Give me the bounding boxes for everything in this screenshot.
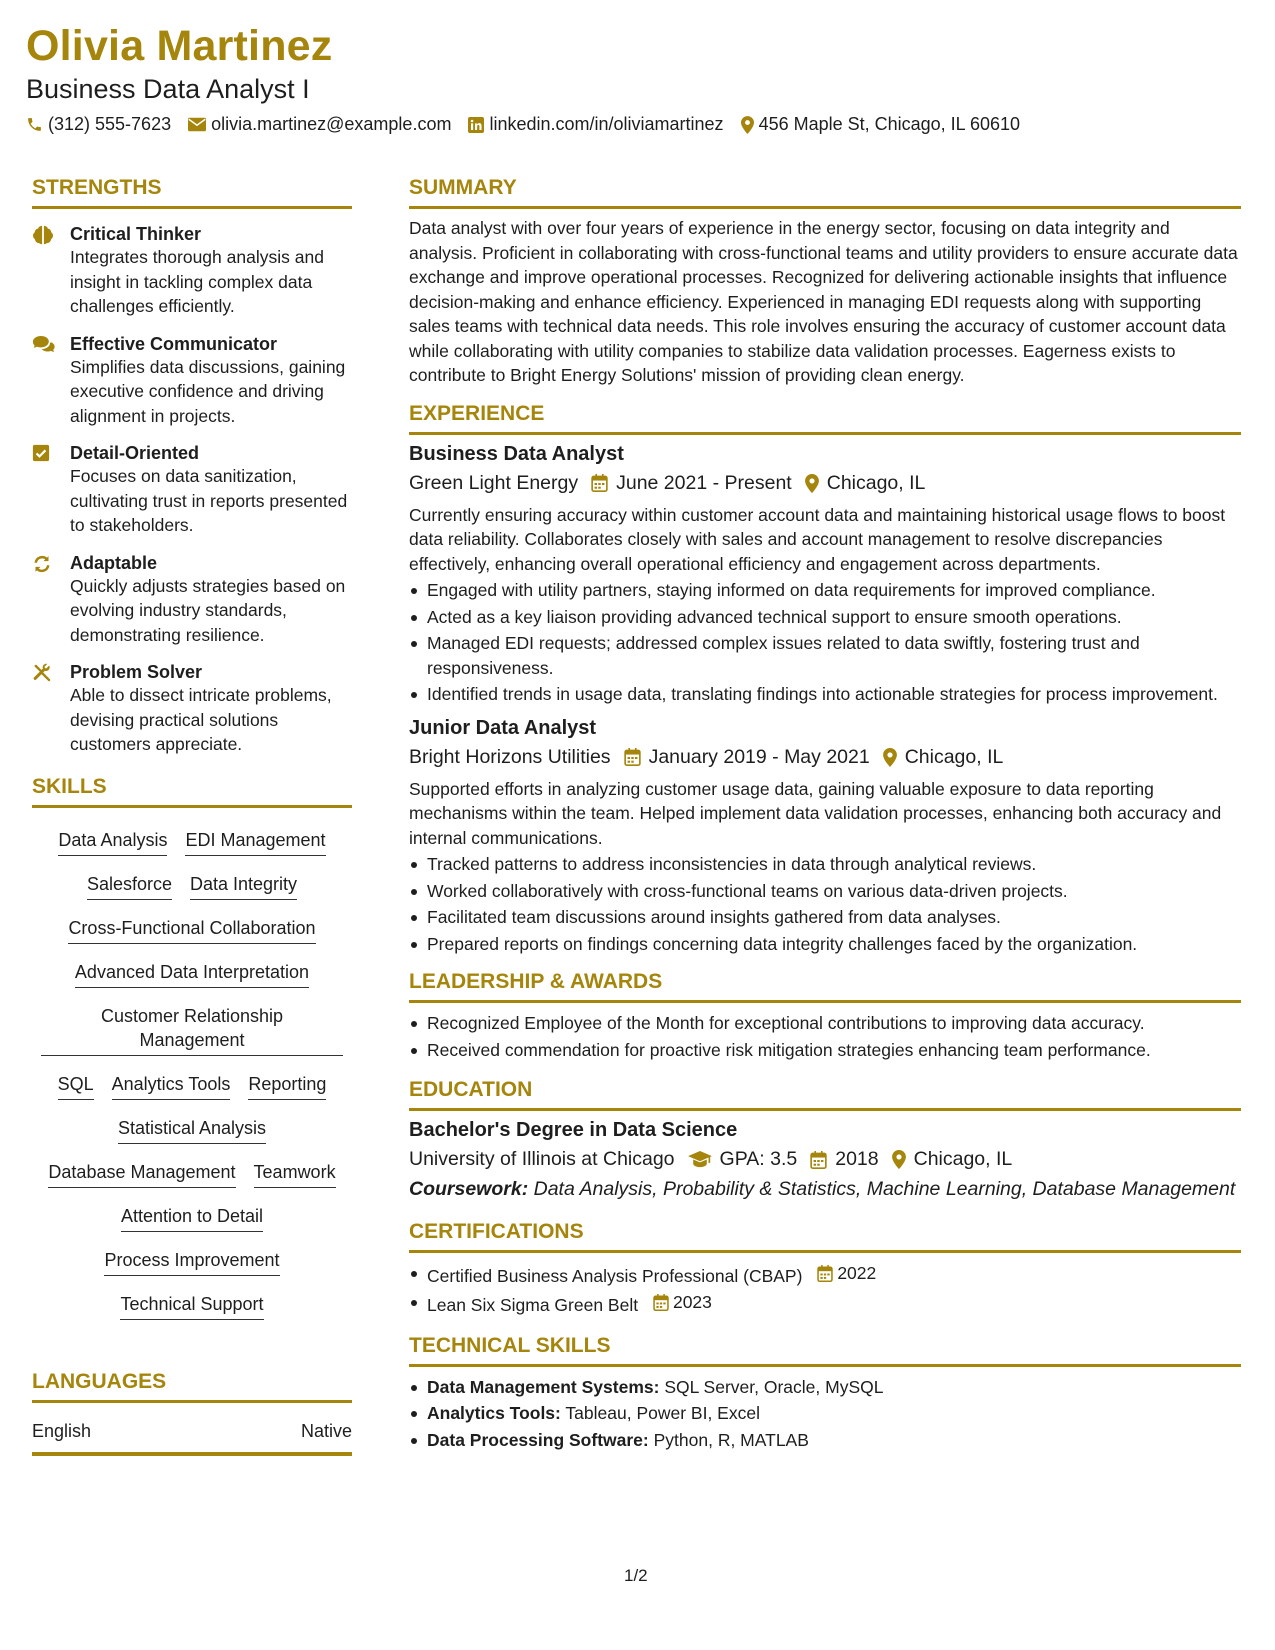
gpa-text: GPA: 3.5 bbox=[719, 1148, 798, 1170]
strength-item bbox=[32, 661, 352, 757]
award-item: Recognized Employee of the Month for exceptional contributions to improving data accuracy. bbox=[409, 1011, 1241, 1036]
certifications-heading: CERTIFICATIONS bbox=[409, 1220, 1241, 1253]
certification-year: 2023 bbox=[672, 1292, 712, 1313]
graduation-cap-icon bbox=[688, 1151, 712, 1168]
calendar-icon bbox=[624, 748, 641, 766]
strengths-list bbox=[32, 223, 352, 757]
job-bullet: Tracked patterns to address inconsistencies in data through analytical reviews. bbox=[409, 852, 1241, 877]
technical-skill-label: Data Management Systems: bbox=[427, 1376, 660, 1397]
strength-desc: Simplifies data discussions, gaining executive confidence and driving alignment in projects. bbox=[70, 356, 346, 426]
skills-list bbox=[32, 818, 352, 1326]
experience-heading: EXPERIENCE bbox=[409, 402, 1241, 435]
skill-tag: Technical Support bbox=[120, 1288, 263, 1320]
school-location: Chicago, IL bbox=[913, 1148, 1013, 1170]
skill-tag: Advanced Data Interpretation bbox=[75, 956, 309, 988]
job-bullet: Worked collaboratively with cross-functional teams on various data-driven projects. bbox=[409, 879, 1241, 904]
skills-heading: SKILLS bbox=[32, 775, 352, 808]
technical-skills-list bbox=[409, 1375, 1241, 1453]
candidate-name: Olivia Martinez bbox=[26, 22, 333, 70]
graduation-year: 2018 bbox=[835, 1148, 879, 1170]
strength-item bbox=[32, 333, 352, 429]
technical-skill-label: Analytics Tools: bbox=[427, 1403, 561, 1423]
technical-skill-item bbox=[409, 1428, 1241, 1453]
map-marker-icon bbox=[805, 474, 819, 493]
job-meta bbox=[409, 746, 1241, 769]
certification-item bbox=[409, 1290, 1241, 1317]
skill-tag: Salesforce bbox=[87, 868, 172, 900]
skill-tag: Teamwork bbox=[254, 1156, 336, 1188]
language-row bbox=[32, 1421, 352, 1456]
technical-skill-value: Tableau, Power BI, Excel bbox=[565, 1403, 760, 1423]
job-summary: Currently ensuring accuracy within customer account data and maintaining historical usage flows to boost data reliability. Collaborates closely with sales and account management to resolve discrepancies effectively, enhancing overall operational efficiency and engagement across departments. bbox=[409, 504, 1226, 574]
left-column bbox=[32, 176, 352, 1456]
languages-heading: LANGUAGES bbox=[32, 1370, 352, 1403]
certification-item bbox=[409, 1261, 1241, 1288]
comments-icon bbox=[32, 335, 55, 353]
address-text: 456 Maple St, Chicago, IL 60610 bbox=[758, 114, 1021, 134]
contact-linkedin[interactable] bbox=[468, 114, 723, 135]
linkedin-text[interactable]: linkedin.com/in/oliviamartinez bbox=[489, 114, 724, 134]
award-item: Received commendation for proactive risk mitigation strategies enhancing team performance. bbox=[409, 1038, 1241, 1063]
certification-year: 2022 bbox=[837, 1263, 877, 1283]
job-entry bbox=[409, 443, 1241, 707]
strength-desc: Integrates thorough analysis and insight in tackling complex data challenges efficiently. bbox=[70, 247, 324, 316]
coursework bbox=[409, 1177, 1241, 1202]
education-meta bbox=[409, 1148, 1241, 1171]
job-dates: June 2021 - Present bbox=[616, 471, 792, 494]
education-heading: EDUCATION bbox=[409, 1078, 1241, 1111]
job-bullet: Managed EDI requests; addressed complex issues related to data swiftly, fostering trust and responsiveness. bbox=[409, 631, 1241, 680]
skill-tag: Statistical Analysis bbox=[118, 1112, 266, 1144]
strengths-heading: STRENGTHS bbox=[32, 176, 352, 209]
job-company: Bright Horizons Utilities bbox=[409, 745, 611, 768]
candidate-title: Business Data Analyst I bbox=[26, 74, 310, 104]
coursework-text: Data Analysis, Probability & Statistics, Machine Learning, Database Management bbox=[533, 1178, 1236, 1200]
skill-tag: Customer Relationship Management bbox=[41, 1000, 343, 1056]
technical-skill-label: Data Processing Software: bbox=[427, 1429, 649, 1450]
map-marker-icon bbox=[892, 1150, 906, 1169]
strength-title: Effective Communicator bbox=[70, 333, 278, 354]
calendar-icon bbox=[810, 1151, 827, 1169]
map-marker-icon bbox=[741, 116, 754, 134]
strength-desc: Quickly adjusts strategies based on evolving industry standards, demonstrating resilience. bbox=[70, 575, 346, 645]
summary-heading: SUMMARY bbox=[409, 176, 1241, 209]
language-name: English bbox=[32, 1420, 92, 1441]
sync-icon bbox=[32, 554, 52, 574]
job-title: Junior Data Analyst bbox=[409, 716, 597, 739]
job-title: Business Data Analyst bbox=[409, 442, 624, 465]
job-entry bbox=[409, 717, 1241, 957]
school-name: University of Illinois at Chicago bbox=[409, 1148, 675, 1170]
skill-tag: Attention to Detail bbox=[121, 1200, 263, 1232]
strength-title: Detail-Oriented bbox=[70, 443, 200, 463]
phone-icon bbox=[26, 116, 43, 133]
strength-item bbox=[32, 442, 352, 538]
skill-tag: Analytics Tools bbox=[112, 1068, 231, 1100]
brain-icon bbox=[32, 225, 54, 245]
technical-skills-heading: TECHNICAL SKILLS bbox=[409, 1334, 1241, 1367]
strength-title: Critical Thinker bbox=[70, 224, 202, 244]
strength-title: Problem Solver bbox=[70, 662, 203, 682]
skill-tag: Data Integrity bbox=[190, 868, 297, 900]
skill-tag: Database Management bbox=[48, 1156, 235, 1188]
calendar-icon bbox=[817, 1265, 833, 1282]
job-summary: Supported efforts in analyzing customer usage data, gaining valuable exposure to data reporting mechanisms within the team. Helped implement data validation processes, enhancing both accuracy and internal communications. bbox=[409, 778, 1222, 848]
calendar-icon bbox=[653, 1294, 669, 1311]
tools-icon bbox=[32, 663, 52, 683]
contact-phone bbox=[26, 114, 171, 135]
job-bullets bbox=[409, 578, 1241, 707]
certifications-list bbox=[409, 1261, 1241, 1318]
education-entry bbox=[409, 1119, 1241, 1202]
checkbox-icon bbox=[32, 444, 50, 462]
technical-skill-item bbox=[409, 1401, 1241, 1426]
strength-title: Adaptable bbox=[70, 552, 158, 573]
certification-name: Lean Six Sigma Green Belt bbox=[427, 1295, 639, 1315]
linkedin-icon bbox=[468, 117, 484, 133]
leadership-list bbox=[409, 1011, 1241, 1062]
skill-tag: SQL bbox=[58, 1068, 94, 1100]
leadership-heading: LEADERSHIP & AWARDS bbox=[409, 970, 1241, 1003]
job-bullet: Acted as a key liaison providing advanced technical support to ensure smooth operations. bbox=[409, 605, 1241, 630]
coursework-label: Coursework: bbox=[409, 1178, 529, 1200]
strength-item bbox=[32, 552, 352, 648]
job-company: Green Light Energy bbox=[409, 471, 579, 494]
skill-tag: Cross-Functional Collaboration bbox=[68, 912, 315, 944]
job-meta bbox=[409, 472, 1241, 495]
skill-tag: Data Analysis bbox=[58, 824, 167, 856]
job-bullet: Prepared reports on findings concerning data integrity challenges faced by the organization. bbox=[409, 932, 1241, 957]
job-location: Chicago, IL bbox=[904, 745, 1004, 768]
right-column bbox=[409, 176, 1241, 1454]
summary-text: Data analyst with over four years of experience in the energy sector, focusing on data integrity and analysis. Proficient in collaborating with cross-functional teams and utility providers to ensure accurate data exchange and improve operational processes. Recognized for delivering actionable insights that influence decision-making and enhance efficiency. Experienced in managing EDI requests along with supporting sales teams with technical data needs. This role involves ensuring the accuracy of customer account data while collaborating with utility companies to stabilize data validation processes. Eagerness exists to contribute to Bright Energy Solutions' mission of providing clean energy. bbox=[409, 218, 1238, 385]
job-dates: January 2019 - May 2021 bbox=[648, 745, 870, 768]
language-level: Native bbox=[300, 1420, 352, 1441]
technical-skill-value: SQL Server, Oracle, MySQL bbox=[664, 1376, 884, 1397]
degree-title: Bachelor's Degree in Data Science bbox=[409, 1119, 738, 1141]
strength-desc: Able to dissect intricate problems, devising practical solutions customers appreciate. bbox=[70, 685, 332, 754]
skill-tag: Reporting bbox=[248, 1068, 326, 1100]
contact-bar bbox=[26, 114, 1037, 135]
certification-name: Certified Business Analysis Professional (CBAP) bbox=[427, 1265, 803, 1286]
calendar-icon bbox=[591, 474, 608, 492]
job-location: Chicago, IL bbox=[826, 471, 926, 494]
phone-text: (312) 555-7623 bbox=[48, 114, 172, 134]
page-number: 1/2 bbox=[624, 1566, 648, 1585]
job-bullet: Facilitated team discussions around insights gathered from data analyses. bbox=[409, 905, 1241, 930]
contact-address bbox=[741, 114, 1021, 135]
job-bullets bbox=[409, 852, 1241, 956]
job-bullet: Identified trends in usage data, translating findings into actionable strategies for process improvement. bbox=[409, 682, 1241, 707]
job-bullet: Engaged with utility partners, staying informed on data requirements for improved compliance. bbox=[409, 578, 1241, 603]
technical-skill-item bbox=[409, 1375, 1241, 1400]
map-marker-icon bbox=[883, 748, 897, 767]
email-text[interactable]: olivia.martinez@example.com bbox=[211, 114, 452, 134]
technical-skill-value: Python, R, MATLAB bbox=[653, 1429, 809, 1450]
skill-tag: EDI Management bbox=[185, 824, 325, 856]
strength-item bbox=[32, 223, 352, 319]
strength-desc: Focuses on data sanitization, cultivating trust in reports presented to stakeholders. bbox=[70, 466, 348, 535]
contact-email[interactable] bbox=[188, 114, 451, 135]
skill-tag: Process Improvement bbox=[104, 1244, 279, 1276]
envelope-icon bbox=[188, 117, 206, 132]
